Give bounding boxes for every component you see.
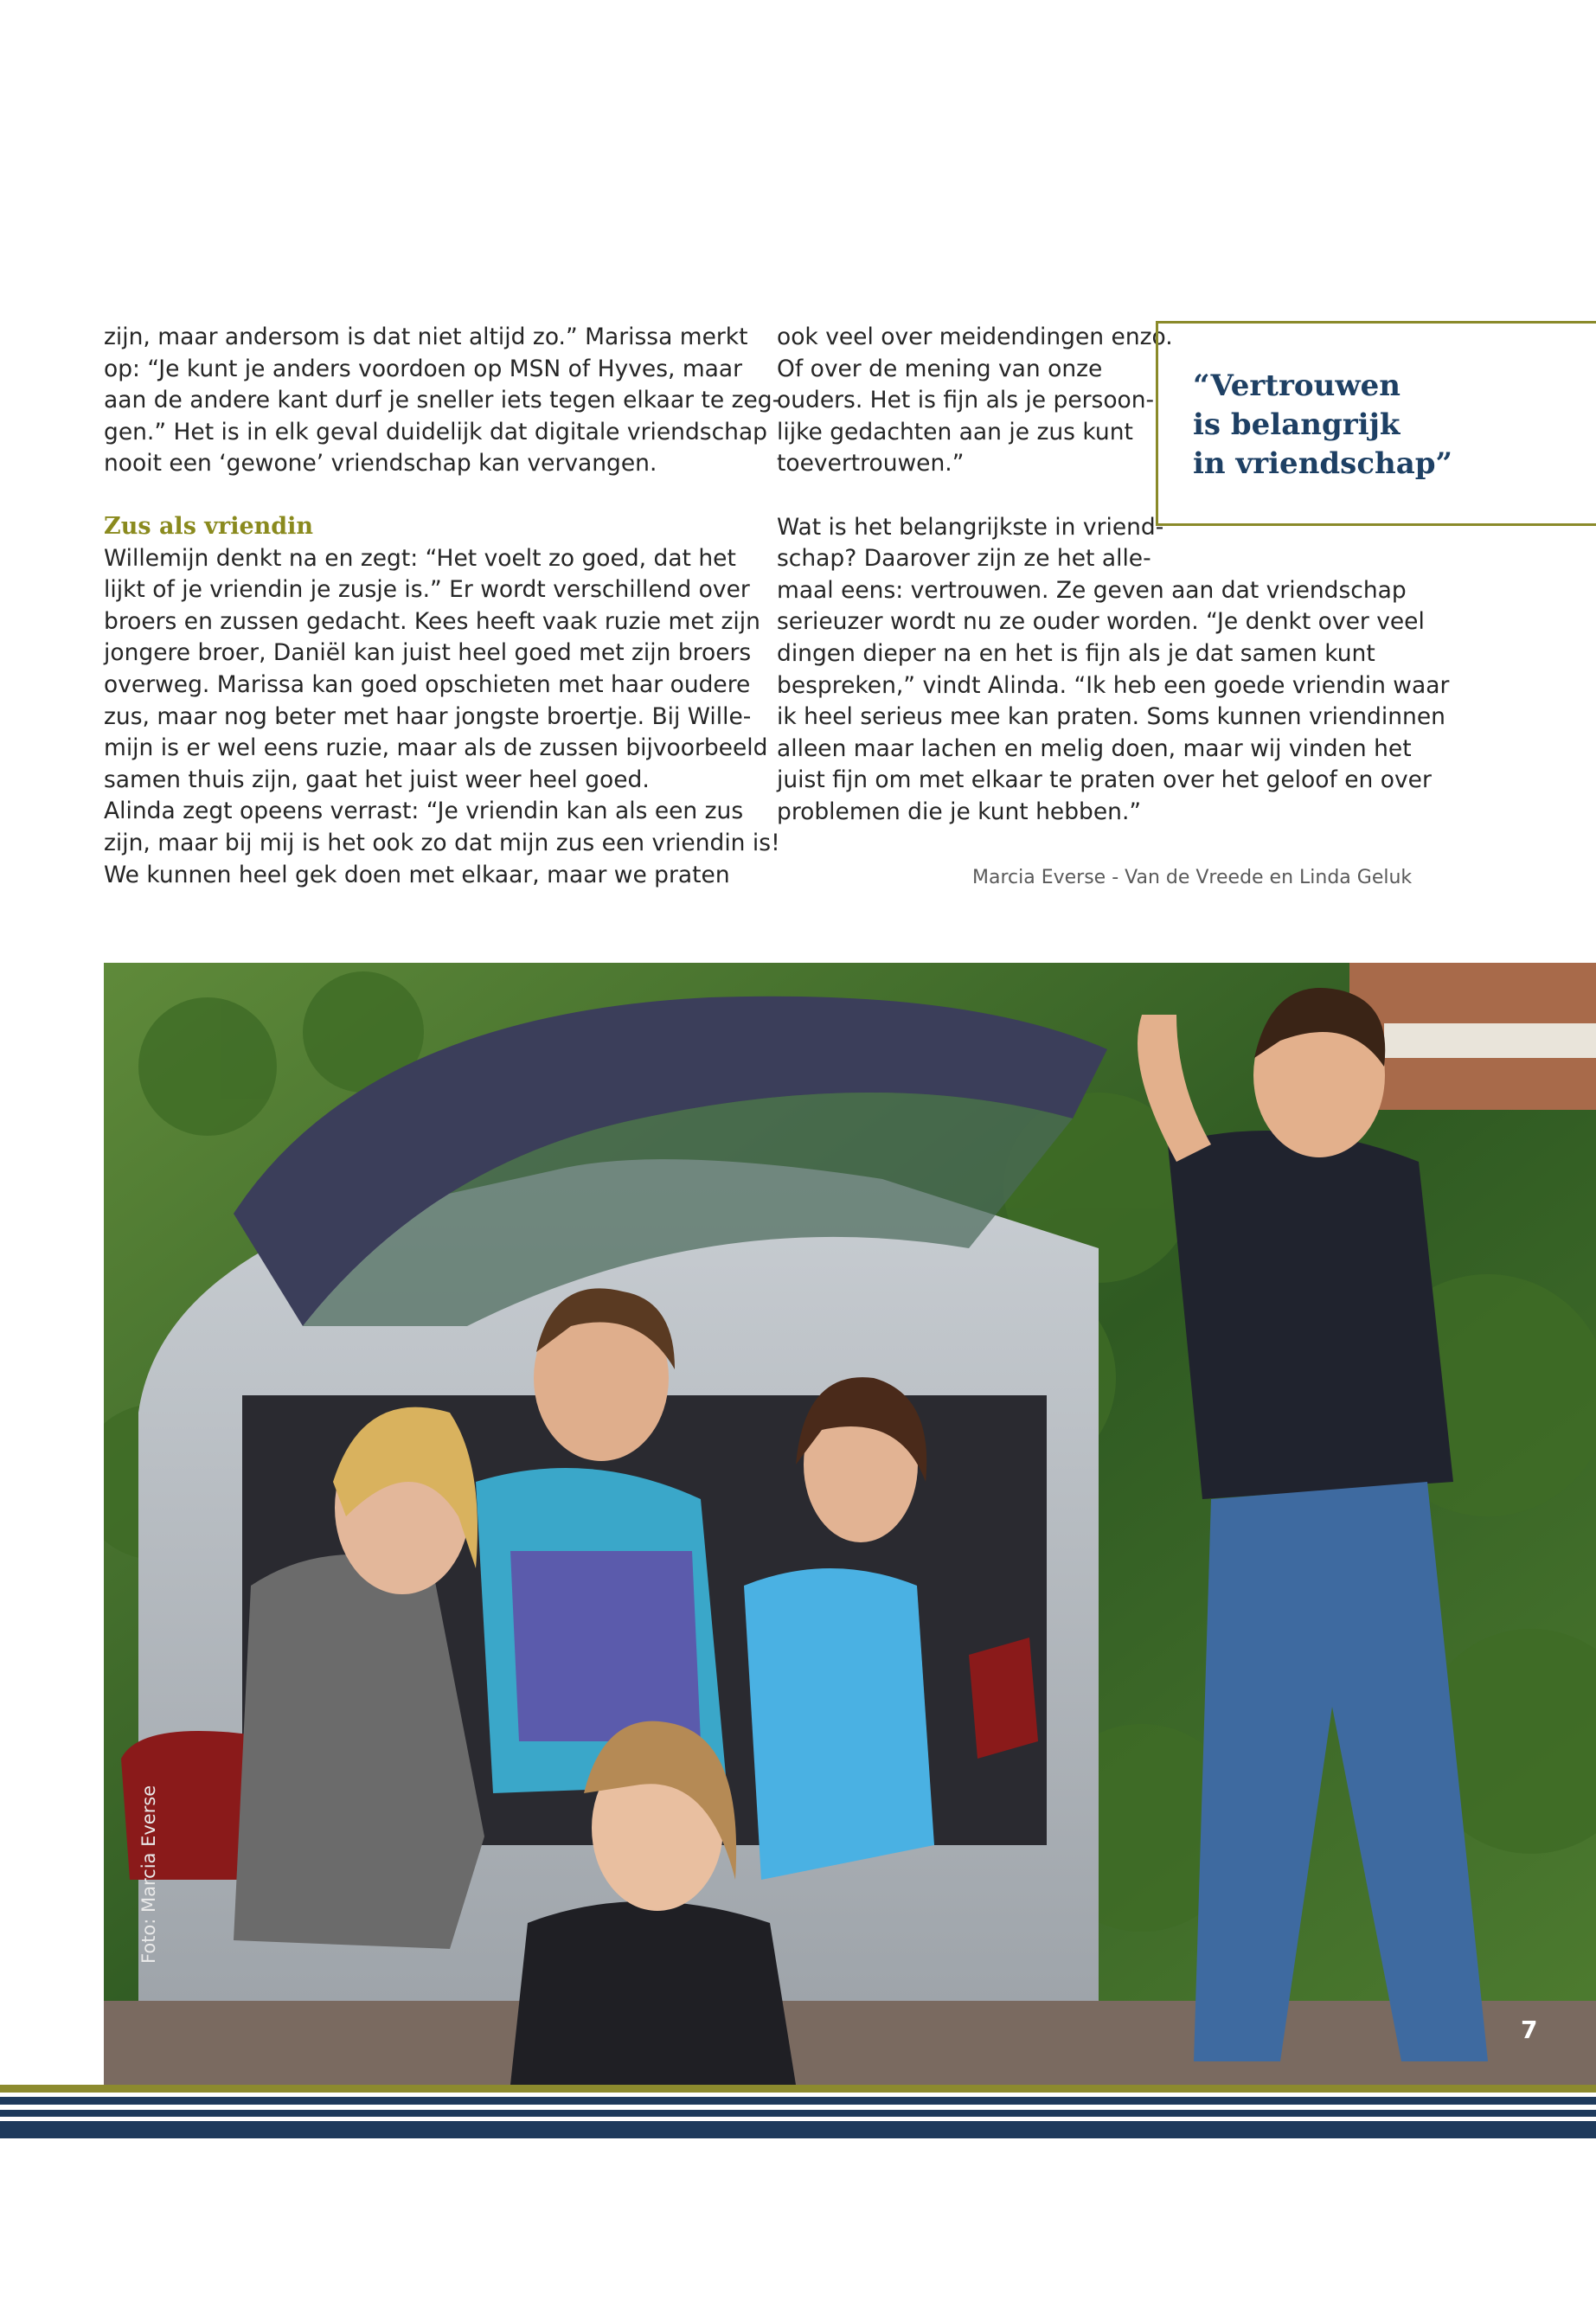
text-line: ouders. Het is fijn als je persoon- <box>777 387 1155 414</box>
text-line: schap? Daarover zijn ze het alle- <box>777 545 1151 573</box>
text-line: Wat is het belangrijkste in vriend- <box>777 513 1164 541</box>
text-line: lijke gedachten aan je zus kunt <box>777 418 1133 445</box>
text-line: Alinda zegt opeens verrast: “Je vriendin kan als een zus <box>104 798 744 825</box>
pavement <box>104 2001 1596 2085</box>
text-line: samen thuis zijn, gaat het juist weer heel goed. <box>104 766 650 793</box>
text-line: dingen dieper na en het is fijn als je dat samen kunt <box>777 639 1375 667</box>
text-line: lijkt of je vriendin je zusje is.” Er wordt verschillend over <box>104 576 750 604</box>
footer-stripe-navy <box>0 2097 1596 2105</box>
text-line: problemen die je kunt hebben.” <box>777 798 1142 825</box>
left-text-column <box>104 322 781 891</box>
pull-quote-line: in vriendschap” <box>1193 446 1453 481</box>
text-line: ook veel over meidendingen enzo. <box>777 324 1173 350</box>
text-line: jongere broer, Daniël kan juist heel goed met zijn broers <box>104 639 752 667</box>
text-line: zijn, maar bij mij is het ook zo dat mijn zus een vriendin is! <box>104 829 780 856</box>
text-line: aan de andere kant durf je sneller iets tegen elkaar te zeg- <box>104 387 781 414</box>
text-line: gen.” Het is in elk geval duidelijk dat digitale vriendschap <box>104 418 767 445</box>
text-line: maal eens: vertrouwen. Ze geven aan dat vriendschap <box>777 576 1407 604</box>
page-number: 7 <box>1521 2016 1538 2044</box>
pull-quote-line: “Vertrouwen <box>1193 369 1401 403</box>
pull-quote-line: is belangrijk <box>1193 407 1401 442</box>
text-line: Willemijn denkt na en zegt: “Het voelt zo goed, dat het <box>104 544 736 572</box>
footer-stripe-olive <box>0 2085 1596 2093</box>
text-line: toevertrouwen.” <box>777 450 965 478</box>
text-line: op: “Je kunt je anders voordoen op MSN of Hyves, maar <box>104 355 743 382</box>
text-line: nooit een ‘gewone’ vriendschap kan vervangen. <box>104 450 657 478</box>
text-line: We kunnen heel gek doen met elkaar, maar we praten <box>104 861 730 888</box>
text-line: juist fijn om met elkaar te praten over het geloof en over <box>777 766 1432 794</box>
group-photo <box>104 963 1596 2085</box>
section-heading: Zus als vriendin <box>104 512 314 540</box>
text-line: mijn is er wel eens ruzie, maar als de zussen bijvoorbeeld <box>104 734 768 762</box>
author-byline: Marcia Everse - Van de Vreede en Linda Geluk <box>972 867 1413 888</box>
text-line: zus, maar nog beter met haar jongste broertje. Bij Wille- <box>104 702 752 730</box>
photo-illustration <box>104 963 1596 2085</box>
footer-stripe-navy <box>0 2121 1596 2138</box>
right-taillight <box>969 1638 1038 1759</box>
footer-stripe-navy <box>0 2110 1596 2117</box>
text-line: broers en zussen gedacht. Kees heeft vaak ruzie met zijn <box>104 607 760 635</box>
text-line: bespreken,” vindt Alinda. “Ik heb een goede vriendin waar <box>777 671 1450 699</box>
text-line: ik heel serieus mee kan praten. Soms kunnen vriendinnen <box>777 703 1445 731</box>
text-line: alleen maar lachen en melig doen, maar wij vinden het <box>777 734 1412 762</box>
text-line: serieuzer wordt nu ze ouder worden. “Je denkt over veel <box>777 608 1425 636</box>
text-line: zijn, maar andersom is dat niet altijd zo.” Marissa merkt <box>104 324 748 350</box>
pull-quote-box <box>1156 321 1596 526</box>
text-line: Of over de mening van onze <box>777 355 1103 382</box>
photo-credit: Foto: Marcia Everse <box>138 1785 159 1964</box>
text-line: overweg. Marissa kan goed opschieten met haar oudere <box>104 670 751 698</box>
window-frame <box>1384 1023 1596 1058</box>
